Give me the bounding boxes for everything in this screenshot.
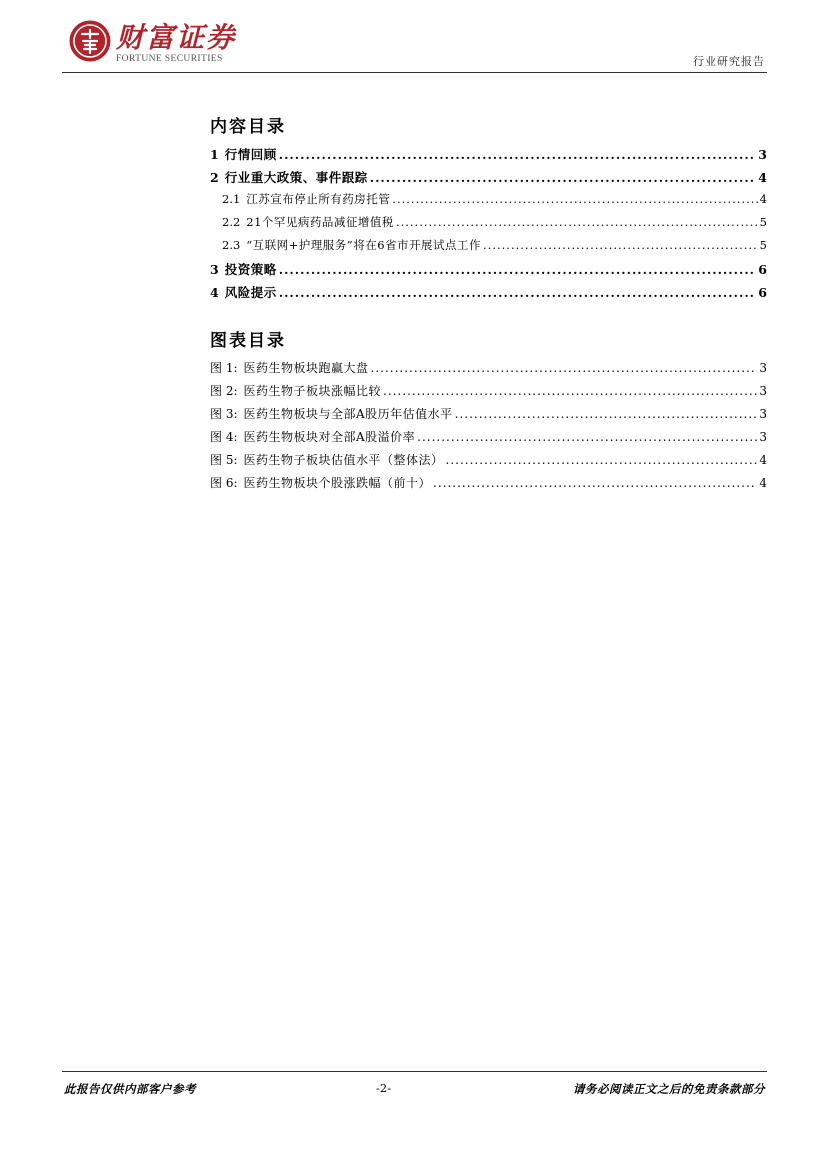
figure-entry-label: 图 2: [210,384,238,398]
toc-entry-number: 2.2 [222,215,241,229]
toc-entry-page: 5 [759,215,767,229]
toc-entry[interactable] [210,191,767,214]
toc-entry[interactable] [210,168,767,191]
fortune-securities-logo-icon [68,19,112,63]
figure-entry-page: 3 [759,384,767,398]
toc-entry-page: 4 [759,192,767,206]
figure-entry-page: 4 [759,453,767,467]
figure-entry-page: 4 [759,476,767,490]
figure-entry[interactable] [210,382,767,405]
toc-leader-dots [279,147,757,162]
footer-disclaimer-left: 此报告仅供内部客户参考 [64,1082,196,1096]
figure-entry-title: 医药生物板块个股涨跌幅（前十） [243,476,432,490]
toc-entry[interactable] [210,237,767,260]
toc-entry-number: 1 [210,147,219,162]
figure-entry-page: 3 [759,430,767,444]
page-number: -2- [376,1081,392,1095]
toc-leader-dots [433,476,757,490]
figure-entry[interactable] [210,405,767,428]
figure-entry[interactable] [210,474,767,497]
figure-entry[interactable] [210,428,767,451]
toc-entry-number: 3 [210,262,219,277]
toc-entry[interactable] [210,145,767,168]
figure-entry-title: 医药生物子板块估值水平（整体法） [243,453,444,467]
toc-leader-dots [396,215,758,229]
logo-english-name: FORTUNE SECURITIES [116,54,223,64]
figure-entry-page: 3 [759,361,767,375]
footer-divider [62,1071,767,1072]
toc-entry-page: 6 [758,262,767,277]
toc-entry-number: 4 [210,285,219,300]
toc-entry-title: 21个罕见病药品减征增值税 [246,215,394,229]
toc-leader-dots [446,453,758,467]
toc-leader-dots [371,361,758,375]
toc-leader-dots [383,384,757,398]
figure-entry-label: 图 6: [210,476,238,490]
footer-disclaimer-right: 请务必阅读正文之后的免责条款部分 [573,1082,765,1096]
toc-leader-dots [279,285,757,300]
toc-leader-dots [392,192,757,206]
toc-entry-number: 2.3 [222,238,241,252]
toc-entry-title: 行业重大政策、事件跟踪 [224,170,368,185]
figure-entry-label: 图 5: [210,453,238,467]
figure-entry-title: 医药生物板块跑赢大盘 [243,361,369,375]
toc-entry-title: 行情回顾 [224,147,277,162]
figure-entry-label: 图 4: [210,430,238,444]
toc-entry-number: 2.1 [222,192,241,206]
figures-title: 图表目录 [210,331,286,351]
toc-leader-dots [455,407,758,421]
toc-entry-page: 4 [758,170,767,185]
contents-title: 内容目录 [210,117,286,137]
figure-entry-title: 医药生物子板块涨幅比较 [243,384,382,398]
page-header [0,0,827,75]
figure-entry-label: 图 1: [210,361,238,375]
figure-entry-title: 医药生物板块与全部A股历年估值水平 [243,407,453,421]
contents-list [210,145,767,306]
toc-entry-page: 3 [758,147,767,162]
toc-leader-dots [279,262,757,277]
figure-entry-page: 3 [759,407,767,421]
toc-leader-dots [370,170,757,185]
toc-entry-page: 6 [758,285,767,300]
toc-entry-page: 5 [759,238,767,252]
toc-entry[interactable] [210,214,767,237]
toc-entry-number: 2 [210,170,219,185]
header-divider [62,72,767,73]
figure-entry[interactable] [210,359,767,382]
figure-entry-title: 医药生物板块对全部A股溢价率 [243,430,416,444]
toc-leader-dots [483,238,758,252]
toc-entry-title: 江苏宣布停止所有药房托管 [246,192,391,206]
toc-entry-title: “互联网+护理服务”将在6省市开展试点工作 [246,238,482,252]
figure-entry[interactable] [210,451,767,474]
toc-entry[interactable] [210,283,767,306]
report-type: 行业研究报告 [693,55,765,68]
toc-entry-title: 投资策略 [224,262,277,277]
figures-list [210,359,767,497]
toc-entry-title: 风险提示 [224,285,277,300]
logo-chinese-name: 财富证券 [116,21,237,54]
toc-entry[interactable] [210,260,767,283]
toc-leader-dots [417,430,757,444]
figure-entry-label: 图 3: [210,407,238,421]
